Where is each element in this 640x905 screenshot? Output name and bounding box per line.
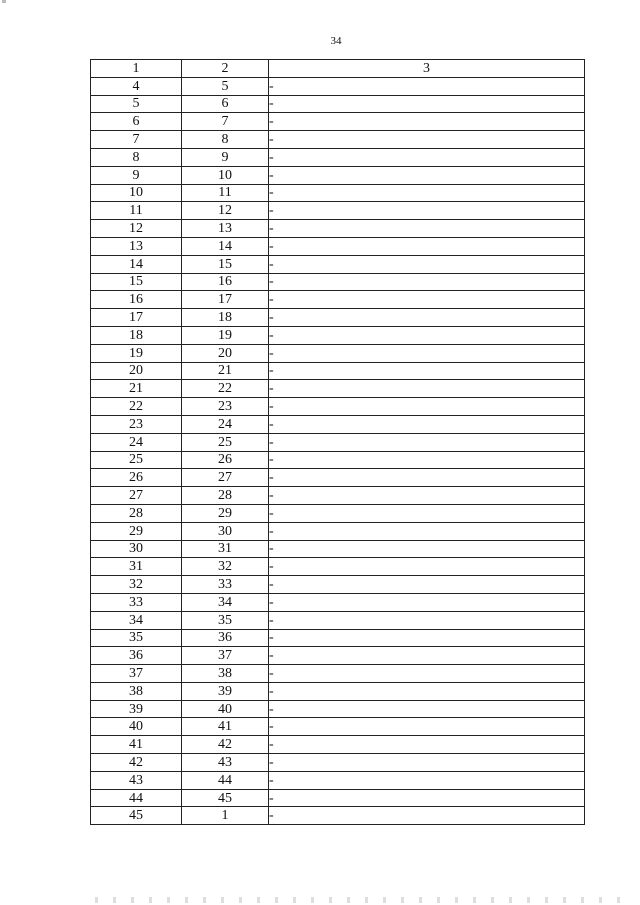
table-cell: 10 <box>91 184 182 202</box>
table-cell: 7 <box>91 131 182 149</box>
table-cell: - <box>269 398 585 416</box>
table-cell: 21 <box>182 362 269 380</box>
table-cell: 29 <box>182 504 269 522</box>
table-cell: - <box>269 576 585 594</box>
table-row <box>91 344 585 362</box>
table-cell: 42 <box>182 736 269 754</box>
column-header: 3 <box>269 60 585 78</box>
table-cell: 21 <box>91 380 182 398</box>
table-row <box>91 593 585 611</box>
table-row <box>91 291 585 309</box>
table-cell: 26 <box>182 451 269 469</box>
table-cell: 36 <box>182 629 269 647</box>
table-cell: 22 <box>182 380 269 398</box>
table-cell: - <box>269 451 585 469</box>
column-header: 2 <box>182 60 269 78</box>
table-row <box>91 487 585 505</box>
table-cell: - <box>269 148 585 166</box>
data-table <box>90 59 585 825</box>
table-row <box>91 184 585 202</box>
table-cell: 18 <box>91 326 182 344</box>
table-row <box>91 148 585 166</box>
scan-artifact <box>95 897 635 903</box>
table-cell: 11 <box>91 202 182 220</box>
table-cell: 16 <box>91 291 182 309</box>
table-cell: 35 <box>91 629 182 647</box>
table-cell: 30 <box>91 540 182 558</box>
table-header-row <box>91 60 585 78</box>
table-cell: 45 <box>182 789 269 807</box>
table-cell: 39 <box>91 700 182 718</box>
table-cell: - <box>269 522 585 540</box>
table-cell: 33 <box>182 576 269 594</box>
table-cell: 19 <box>182 326 269 344</box>
table-cell: 31 <box>91 558 182 576</box>
table-row <box>91 255 585 273</box>
table-row <box>91 273 585 291</box>
table-cell: 7 <box>182 113 269 131</box>
table-cell: 5 <box>182 77 269 95</box>
table-cell: 32 <box>91 576 182 594</box>
table-row <box>91 362 585 380</box>
table-cell: 16 <box>182 273 269 291</box>
table-cell: - <box>269 647 585 665</box>
table-cell: 15 <box>91 273 182 291</box>
table-row <box>91 771 585 789</box>
table-cell: - <box>269 344 585 362</box>
table-cell: - <box>269 700 585 718</box>
table-cell: 5 <box>91 95 182 113</box>
table-row <box>91 504 585 522</box>
table-cell: 43 <box>182 754 269 772</box>
table-cell: 10 <box>182 166 269 184</box>
table-cell: - <box>269 326 585 344</box>
table-cell: 27 <box>91 487 182 505</box>
table-cell: 42 <box>91 754 182 772</box>
table-cell: - <box>269 380 585 398</box>
table-row <box>91 700 585 718</box>
table-row <box>91 629 585 647</box>
table-cell: - <box>269 309 585 327</box>
table-cell: 24 <box>91 433 182 451</box>
table-cell: 37 <box>91 665 182 683</box>
table-row <box>91 113 585 131</box>
table-cell: 1 <box>182 807 269 825</box>
column-header: 1 <box>91 60 182 78</box>
table-row <box>91 451 585 469</box>
table-cell: - <box>269 362 585 380</box>
table-body <box>91 77 585 824</box>
table-cell: 40 <box>182 700 269 718</box>
table-cell: - <box>269 113 585 131</box>
table-cell: 19 <box>91 344 182 362</box>
table-cell: 35 <box>182 611 269 629</box>
table-cell: 31 <box>182 540 269 558</box>
table-cell: - <box>269 433 585 451</box>
table-cell: 8 <box>182 131 269 149</box>
table-cell: - <box>269 807 585 825</box>
table-cell: - <box>269 255 585 273</box>
table-row <box>91 682 585 700</box>
table-cell: 12 <box>182 202 269 220</box>
table-row <box>91 380 585 398</box>
table-cell: - <box>269 558 585 576</box>
table-row <box>91 220 585 238</box>
table-cell: - <box>269 202 585 220</box>
table-cell: 32 <box>182 558 269 576</box>
table-cell: 33 <box>91 593 182 611</box>
table-cell: - <box>269 682 585 700</box>
table-cell: - <box>269 291 585 309</box>
table-row <box>91 415 585 433</box>
table-cell: 14 <box>91 255 182 273</box>
table-cell: 34 <box>182 593 269 611</box>
table-cell: 44 <box>182 771 269 789</box>
table-cell: - <box>269 237 585 255</box>
table-row <box>91 469 585 487</box>
table-cell: 39 <box>182 682 269 700</box>
table-cell: 13 <box>182 220 269 238</box>
table-cell: 25 <box>91 451 182 469</box>
table-row <box>91 611 585 629</box>
table-cell: 36 <box>91 647 182 665</box>
table-row <box>91 807 585 825</box>
table-cell: 17 <box>182 291 269 309</box>
table-row <box>91 326 585 344</box>
table-cell: 18 <box>182 309 269 327</box>
table-row <box>91 754 585 772</box>
table-cell: 11 <box>182 184 269 202</box>
table-cell: 13 <box>91 237 182 255</box>
table-cell: 24 <box>182 415 269 433</box>
table-row <box>91 131 585 149</box>
table-cell: 9 <box>182 148 269 166</box>
table-cell: 41 <box>182 718 269 736</box>
table-cell: 15 <box>182 255 269 273</box>
table-cell: 6 <box>91 113 182 131</box>
table-cell: 20 <box>91 362 182 380</box>
table-cell: - <box>269 718 585 736</box>
table-cell: - <box>269 77 585 95</box>
table-row <box>91 647 585 665</box>
table-cell: - <box>269 273 585 291</box>
table-cell: - <box>269 629 585 647</box>
table-row <box>91 736 585 754</box>
table-row <box>91 718 585 736</box>
table-cell: - <box>269 540 585 558</box>
table-cell: - <box>269 415 585 433</box>
table-cell: 38 <box>182 665 269 683</box>
table-cell: - <box>269 754 585 772</box>
table-cell: 28 <box>182 487 269 505</box>
table-row <box>91 202 585 220</box>
table-cell: 25 <box>182 433 269 451</box>
table-cell: - <box>269 789 585 807</box>
table-cell: 27 <box>182 469 269 487</box>
page-number: 34 <box>330 35 342 47</box>
table-cell: - <box>269 131 585 149</box>
table-row <box>91 77 585 95</box>
table-cell: 22 <box>91 398 182 416</box>
table-cell: 37 <box>182 647 269 665</box>
table-cell: 34 <box>91 611 182 629</box>
table-cell: - <box>269 593 585 611</box>
table-cell: - <box>269 665 585 683</box>
table-row <box>91 576 585 594</box>
table-cell: - <box>269 736 585 754</box>
table-cell: 44 <box>91 789 182 807</box>
table-row <box>91 166 585 184</box>
scan-artifact <box>2 0 6 3</box>
table-row <box>91 789 585 807</box>
table-cell: 30 <box>182 522 269 540</box>
table-row <box>91 237 585 255</box>
table-cell: 26 <box>91 469 182 487</box>
table-cell: 29 <box>91 522 182 540</box>
table-cell: - <box>269 504 585 522</box>
table-cell: - <box>269 469 585 487</box>
table-cell: - <box>269 487 585 505</box>
table-cell: 4 <box>91 77 182 95</box>
table-cell: 23 <box>91 415 182 433</box>
table-cell: 17 <box>91 309 182 327</box>
table-cell: 20 <box>182 344 269 362</box>
table-cell: 45 <box>91 807 182 825</box>
table-cell: 9 <box>91 166 182 184</box>
table-row <box>91 95 585 113</box>
table-row <box>91 558 585 576</box>
table-row <box>91 433 585 451</box>
table-cell: - <box>269 771 585 789</box>
table-cell: - <box>269 220 585 238</box>
table-cell: 38 <box>91 682 182 700</box>
table-cell: 8 <box>91 148 182 166</box>
table-cell: 43 <box>91 771 182 789</box>
table-cell: 12 <box>91 220 182 238</box>
table-row <box>91 522 585 540</box>
table-row <box>91 398 585 416</box>
table-cell: 40 <box>91 718 182 736</box>
table-row <box>91 309 585 327</box>
table-cell: 6 <box>182 95 269 113</box>
table-cell: - <box>269 611 585 629</box>
table-cell: 23 <box>182 398 269 416</box>
table-cell: - <box>269 95 585 113</box>
table-row <box>91 665 585 683</box>
table-cell: 28 <box>91 504 182 522</box>
table-cell: - <box>269 184 585 202</box>
table-cell: - <box>269 166 585 184</box>
table-cell: 41 <box>91 736 182 754</box>
table-row <box>91 540 585 558</box>
table-cell: 14 <box>182 237 269 255</box>
